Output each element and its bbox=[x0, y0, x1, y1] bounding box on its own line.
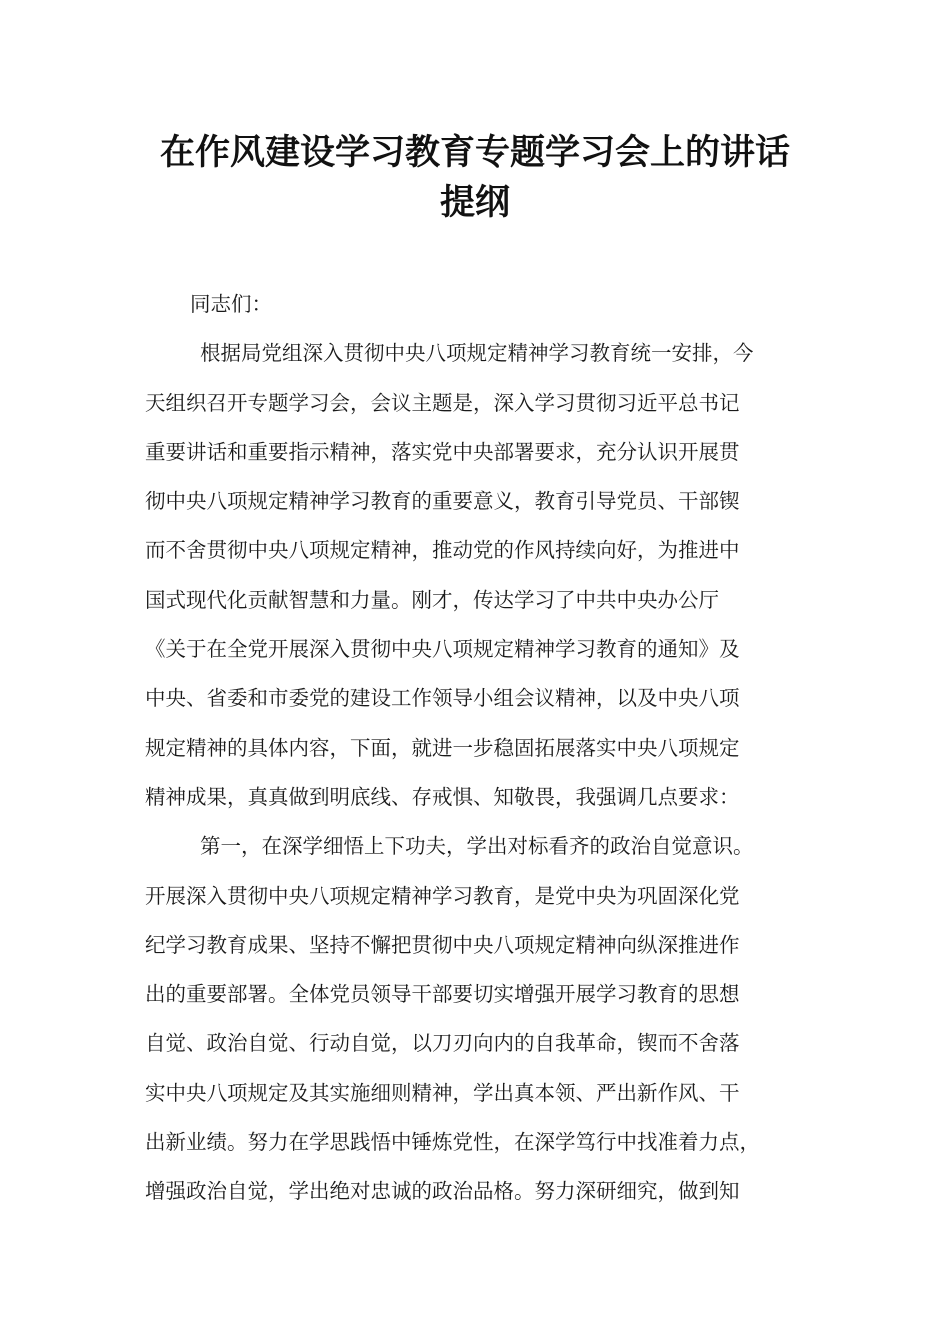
paragraph-line: 而不舍贯彻中央八项规定精神，推动党的作风持续向好，为推进中 bbox=[145, 538, 740, 563]
paragraph-line: 实中央八项规定及其实施细则精神，学出真本领、严出新作风、干 bbox=[145, 1080, 740, 1105]
paragraph-line: 重要讲话和重要指示精神，落实党中央部署要求，充分认识开展贯 bbox=[145, 439, 740, 464]
paragraph-line: 第一，在深学细悟上下功夫，学出对标看齐的政治自觉意识。 bbox=[200, 834, 754, 859]
paragraph-line: 精神成果，真真做到明底线、存戒惧、知敬畏，我强调几点要求： bbox=[145, 784, 740, 809]
paragraph-line: 国式现代化贡献智慧和力量。刚才，传达学习了中共中央办公厅 bbox=[145, 587, 719, 612]
paragraph bbox=[145, 822, 805, 1216]
paragraph-line: 根据局党组深入贯彻中央八项规定精神学习教育统一安排，今 bbox=[200, 341, 754, 366]
title-line-2: 提纲 bbox=[439, 183, 510, 223]
paragraph-line: 彻中央八项规定精神学习教育的重要意义，教育引导党员、干部锲 bbox=[145, 489, 740, 514]
document-body bbox=[145, 280, 805, 1217]
salutation: 同志们： bbox=[190, 292, 272, 316]
paragraph-line: 天组织召开专题学习会，会议主题是，深入学习贯彻习近平总书记 bbox=[145, 390, 740, 415]
paragraph-line: 中央、省委和市委党的建设工作领导小组会议精神，以及中央八项 bbox=[145, 686, 740, 711]
paragraphs bbox=[145, 329, 805, 1216]
paragraph-line: 出的重要部署。全体党员领导干部要切实增强开展学习教育的思想 bbox=[145, 982, 740, 1007]
title-line-1: 在作风建设学习教育专题学习会上的讲话 bbox=[159, 133, 790, 173]
paragraph-line: 规定精神的具体内容，下面，就进一步稳固拓展落实中央八项规定 bbox=[145, 735, 740, 760]
paragraph-line: 出新业绩。努力在学思践悟中锤炼党性，在深学笃行中找准着力点， bbox=[145, 1130, 760, 1155]
paragraph bbox=[145, 329, 805, 822]
paragraph-line: 开展深入贯彻中央八项规定精神学习教育，是党中央为巩固深化党 bbox=[145, 883, 740, 908]
document-title bbox=[145, 128, 805, 228]
paragraph-line: 自觉、政治自觉、行动自觉，以刀刃向内的自我革命，锲而不舍落 bbox=[145, 1031, 740, 1056]
paragraph-line: 《关于在全党开展深入贯彻中央八项规定精神学习教育的通知》及 bbox=[145, 637, 740, 662]
paragraph-line: 纪学习教育成果、坚持不懈把贯彻中央八项规定精神向纵深推进作 bbox=[145, 932, 740, 957]
paragraph-line: 增强政治自觉，学出绝对忠诚的政治品格。努力深研细究，做到知 bbox=[145, 1179, 740, 1204]
